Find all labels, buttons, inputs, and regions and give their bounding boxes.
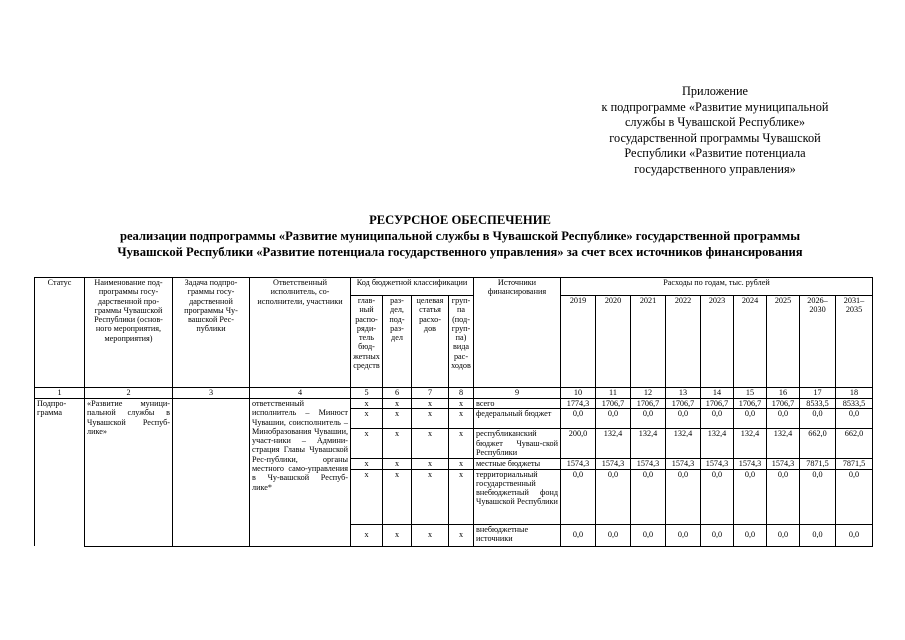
value-cell: 0,0 — [631, 469, 666, 524]
value-cell: 1574,3 — [767, 459, 800, 469]
column-number: 5 — [351, 388, 383, 399]
header-name: Наименование под-программы госу-дарственной про-граммы Чувашской Республики (основ-ного мероприятия, мероприятия) — [85, 278, 173, 388]
column-number: 16 — [767, 388, 800, 399]
value-cell: 0,0 — [734, 469, 767, 524]
code-cell: x — [449, 469, 474, 524]
value-cell: 1574,3 — [701, 459, 734, 469]
value-cell: 0,0 — [836, 409, 873, 429]
header-task: Задача подпро-граммы госу-дарственной программы Чу-вашской Рес-публики — [173, 278, 250, 388]
column-number: 2 — [85, 388, 173, 399]
code-cell: x — [412, 459, 449, 469]
value-cell: 1706,7 — [666, 399, 701, 409]
value-cell: 1574,3 — [596, 459, 631, 469]
code-cell: x — [383, 524, 412, 546]
value-cell: 0,0 — [561, 524, 596, 546]
header-code-cs: целевая статья расхо-дов — [412, 296, 449, 388]
value-cell: 132,4 — [596, 429, 631, 459]
code-cell: x — [412, 469, 449, 524]
code-cell: x — [412, 524, 449, 546]
value-cell: 0,0 — [596, 469, 631, 524]
header-year: 2026–2030 — [800, 296, 836, 388]
task-cell — [173, 399, 250, 547]
value-cell: 0,0 — [666, 409, 701, 429]
document-title — [40, 212, 880, 260]
value-cell: 662,0 — [836, 429, 873, 459]
appendix-line: службы в Чувашской Республике» — [624, 115, 806, 129]
source-cell: местные бюджеты — [474, 459, 561, 469]
value-cell: 0,0 — [701, 524, 734, 546]
column-number: 1 — [35, 388, 85, 399]
column-number: 13 — [666, 388, 701, 399]
appendix-line: Республики «Развитие потенциала — [624, 146, 806, 160]
value-cell: 0,0 — [800, 524, 836, 546]
source-cell: внебюджетные источники — [474, 524, 561, 546]
column-number: 18 — [836, 388, 873, 399]
code-cell: x — [351, 459, 383, 469]
header-code-gr: глав-ный распо-ряди-тель бюд-жетных средств — [351, 296, 383, 388]
code-cell: x — [412, 399, 449, 409]
value-cell: 0,0 — [734, 409, 767, 429]
value-cell: 0,0 — [734, 524, 767, 546]
title-sub: Чувашской Республики «Развитие потенциала государственного управления» за счет всех источников финансирования — [117, 245, 803, 259]
resource-table — [34, 277, 873, 547]
header-expenses: Расходы по годам, тыс. рублей — [561, 278, 873, 296]
column-number-row — [35, 388, 873, 399]
column-number: 17 — [800, 388, 836, 399]
value-cell: 0,0 — [596, 524, 631, 546]
code-cell: x — [351, 524, 383, 546]
column-number: 10 — [561, 388, 596, 399]
value-cell: 0,0 — [836, 524, 873, 546]
value-cell: 0,0 — [631, 524, 666, 546]
value-cell: 1706,7 — [767, 399, 800, 409]
header-year: 2025 — [767, 296, 800, 388]
code-cell: x — [412, 409, 449, 429]
value-cell: 0,0 — [596, 409, 631, 429]
appendix-header — [560, 84, 870, 177]
value-cell: 132,4 — [767, 429, 800, 459]
code-cell: x — [351, 429, 383, 459]
status-cell: Подпро-грамма — [35, 399, 85, 547]
header-budget-code: Код бюджетной классификации — [351, 278, 474, 296]
code-cell: x — [383, 429, 412, 459]
column-number: 3 — [173, 388, 250, 399]
value-cell: 1706,7 — [734, 399, 767, 409]
value-cell: 1574,3 — [666, 459, 701, 469]
value-cell: 0,0 — [561, 409, 596, 429]
value-cell: 0,0 — [631, 409, 666, 429]
code-cell: x — [449, 459, 474, 469]
code-cell: x — [449, 524, 474, 546]
header-year: 2020 — [596, 296, 631, 388]
appendix-line: государственной программы Чувашской — [609, 130, 821, 145]
value-cell: 132,4 — [734, 429, 767, 459]
source-cell: республиканский бюджет Чуваш-ской Республики — [474, 429, 561, 459]
appendix-line: государственного управления» — [634, 161, 796, 176]
source-cell: территориальный государственный внебюджетный фонд Чувашской Республики — [474, 469, 561, 524]
column-number: 15 — [734, 388, 767, 399]
code-cell: x — [351, 469, 383, 524]
value-cell: 0,0 — [836, 469, 873, 524]
header-code-rz: раз-дел, под-раз-дел — [383, 296, 412, 388]
value-cell: 1774,3 — [561, 399, 596, 409]
value-cell: 1574,3 — [631, 459, 666, 469]
code-cell: x — [383, 399, 412, 409]
table-row — [35, 399, 873, 409]
code-cell: x — [449, 429, 474, 459]
value-cell: 0,0 — [767, 409, 800, 429]
code-cell: x — [449, 409, 474, 429]
column-number: 12 — [631, 388, 666, 399]
title-sub: реализации подпрограммы «Развитие муниципальной службы в Чувашской Республике» государственной программы — [119, 229, 801, 243]
code-cell: x — [449, 399, 474, 409]
value-cell: 8533,5 — [800, 399, 836, 409]
value-cell: 1706,7 — [631, 399, 666, 409]
value-cell: 7871,5 — [800, 459, 836, 469]
header-row — [35, 278, 873, 296]
header-sources: Источники финансирования — [474, 278, 561, 388]
column-number: 14 — [701, 388, 734, 399]
source-cell: всего — [474, 399, 561, 409]
value-cell: 0,0 — [666, 469, 701, 524]
value-cell: 0,0 — [701, 469, 734, 524]
value-cell: 1574,3 — [734, 459, 767, 469]
value-cell: 0,0 — [767, 524, 800, 546]
value-cell: 200,0 — [561, 429, 596, 459]
header-responsible: Ответственный исполнитель, со-исполнители, участники — [250, 278, 351, 388]
code-cell: x — [351, 399, 383, 409]
value-cell: 132,4 — [666, 429, 701, 459]
code-cell: x — [351, 409, 383, 429]
code-cell: x — [383, 469, 412, 524]
header-status: Статус — [35, 278, 85, 388]
value-cell: 0,0 — [767, 469, 800, 524]
code-cell: x — [383, 409, 412, 429]
value-cell: 1706,7 — [596, 399, 631, 409]
value-cell: 0,0 — [561, 469, 596, 524]
header-year: 2021 — [631, 296, 666, 388]
value-cell: 0,0 — [800, 409, 836, 429]
value-cell: 1706,7 — [701, 399, 734, 409]
value-cell: 7871,5 — [836, 459, 873, 469]
code-cell: x — [412, 429, 449, 459]
value-cell: 1574,3 — [561, 459, 596, 469]
column-number: 6 — [383, 388, 412, 399]
value-cell: 132,4 — [631, 429, 666, 459]
responsible-cell: ответственный исполнитель – Минюст Чувашии, соисполнитель – Минобразования Чувашии, участ-ники – Админи-страция Главы Чувашской Рес-публики, органы местного само-управления в Чу-вашской Респуб-лике* — [250, 399, 351, 547]
source-cell: федеральный бюджет — [474, 409, 561, 429]
value-cell: 662,0 — [800, 429, 836, 459]
value-cell: 0,0 — [701, 409, 734, 429]
header-code-vr: груп-па (под-груп-па) вида рас-ходов — [449, 296, 474, 388]
title-main: РЕСУРСНОЕ ОБЕСПЕЧЕНИЕ — [369, 213, 551, 227]
header-year: 2019 — [561, 296, 596, 388]
value-cell: 0,0 — [800, 469, 836, 524]
column-number: 7 — [412, 388, 449, 399]
header-year: 2023 — [701, 296, 734, 388]
code-cell: x — [383, 459, 412, 469]
column-number: 11 — [596, 388, 631, 399]
header-year: 2024 — [734, 296, 767, 388]
value-cell: 8533,5 — [836, 399, 873, 409]
column-number: 9 — [474, 388, 561, 399]
column-number: 8 — [449, 388, 474, 399]
column-number: 4 — [250, 388, 351, 399]
appendix-line: к подпрограмме «Развитие муниципальной — [601, 99, 829, 114]
program-name-cell: «Развитие муници-пальной службы в Чувашской Респуб-лике» — [85, 399, 173, 547]
header-year: 2022 — [666, 296, 701, 388]
value-cell: 0,0 — [666, 524, 701, 546]
value-cell: 132,4 — [701, 429, 734, 459]
appendix-line: Приложение — [682, 84, 748, 98]
header-year: 2031–2035 — [836, 296, 873, 388]
